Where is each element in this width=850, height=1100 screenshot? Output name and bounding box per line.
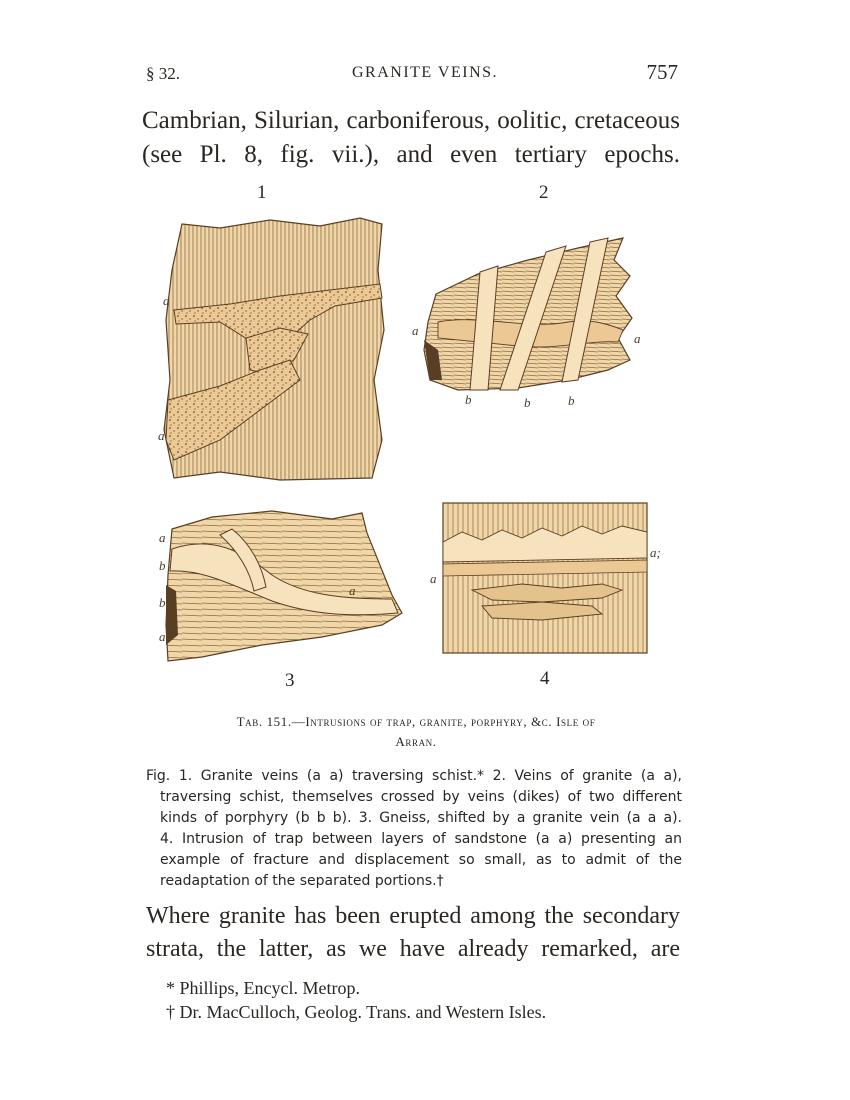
figure-3-label-b: b — [159, 558, 166, 573]
figure-1-label-a: a — [158, 428, 165, 443]
footnote-1: * Phillips, Encycl. Metrop. — [166, 978, 360, 998]
description-line: kinds of porphyry (b b b). 3. Gneiss, shifted by a granite vein (a a a). — [160, 810, 682, 826]
figure-3-label-a: a — [159, 629, 166, 644]
caption-line: Arran. — [395, 734, 437, 749]
body-line: strata, the latter, as we have already remarked, are — [146, 936, 680, 962]
intro-line: (see Pl. 8, fig. vii.), and even tertiary epochs. — [142, 141, 680, 168]
figure-3-label-a: a — [349, 583, 356, 598]
page-number: 757 — [646, 60, 678, 84]
figure-description — [146, 766, 682, 892]
figure-4-label-a: a — [430, 571, 437, 586]
body-paragraph — [146, 900, 680, 966]
table-caption — [146, 712, 686, 752]
body-line: Where granite has been erupted among the secondary — [146, 903, 680, 929]
figure-2-number: 2 — [539, 182, 549, 203]
description-line: example of fracture and displacement so small, as to admit of the — [160, 852, 682, 868]
figure-4-number: 4 — [540, 668, 550, 689]
description-line: Fig. 1. Granite veins (a a) traversing schist.* 2. Veins of granite (a a), — [146, 768, 682, 784]
intro-line: Cambrian, Silurian, carboniferous, oolitic, cretaceous — [142, 107, 680, 134]
figure-2-label-a: a — [412, 323, 419, 338]
intro-paragraph — [142, 104, 680, 172]
figure-2-label-b: b — [524, 395, 531, 410]
description-line: 4. Intrusion of trap between layers of sandstone (a a) presenting an — [160, 831, 682, 847]
figure-1-label-a: a — [163, 293, 170, 308]
figure-4-label-a: a; — [650, 545, 661, 560]
figure-3-label-b: b — [159, 595, 166, 610]
figure-1-number: 1 — [257, 182, 267, 203]
caption-line: Tab. 151.—Intrusions of trap, granite, porphyry, &c. Isle of — [236, 714, 596, 729]
description-line: traversing schist, themselves crossed by veins (dikes) of two different — [160, 789, 682, 805]
figure-1-illustration — [160, 210, 410, 485]
footnote-2: † Dr. MacCulloch, Geolog. Trans. and Western Isles. — [166, 1002, 547, 1022]
description-line: readaptation of the separated portions.† — [160, 873, 444, 889]
figure-2-label-b: b — [465, 392, 472, 407]
running-title: GRANITE VEINS. — [351, 64, 499, 81]
figure-3-illustration — [162, 505, 407, 665]
figure-2-illustration — [418, 230, 648, 400]
figure-2-label-a: a — [634, 331, 641, 346]
figure-2-label-b: b — [568, 393, 575, 408]
figure-4-illustration — [442, 502, 648, 654]
figure-3-number: 3 — [285, 670, 295, 691]
figure-3-label-a: a — [159, 530, 166, 545]
section-marker: § 32. — [146, 64, 180, 83]
